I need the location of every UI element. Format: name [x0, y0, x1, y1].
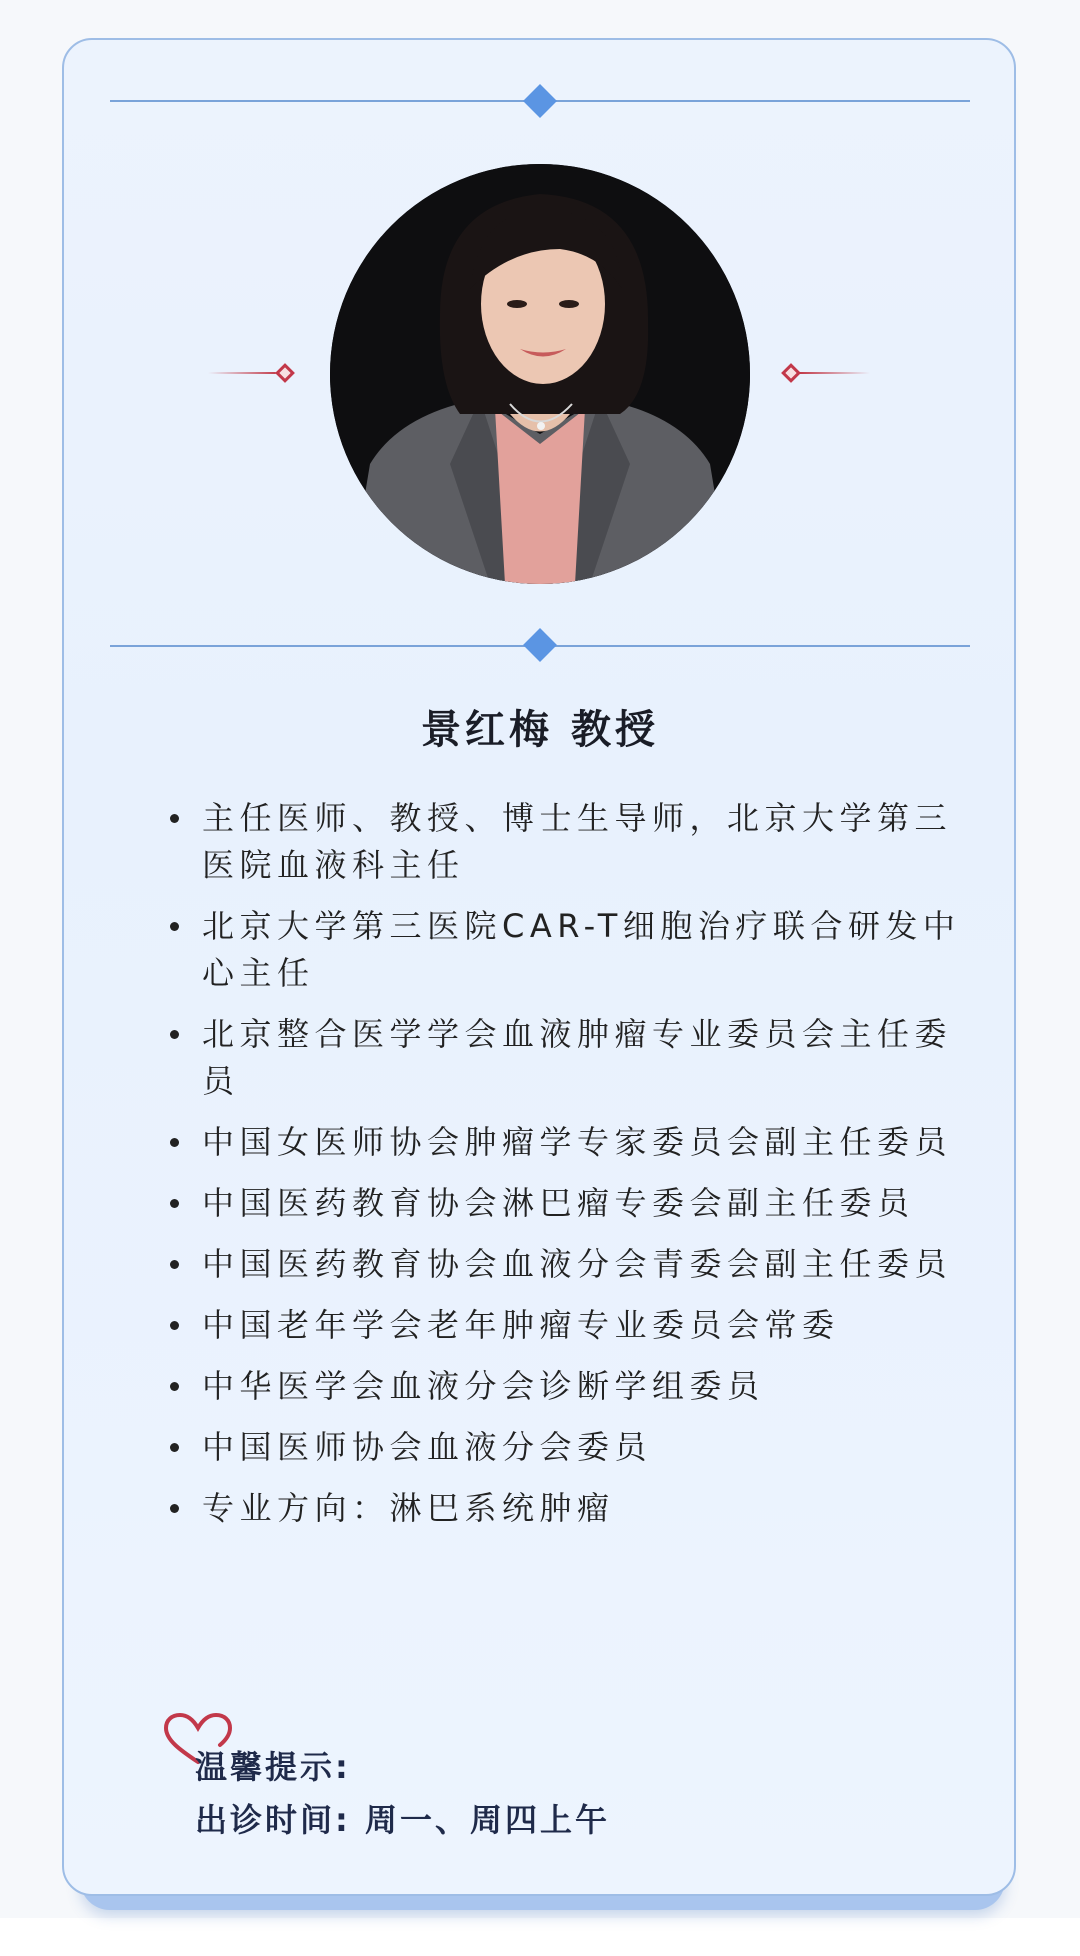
page-bottom-band [0, 1918, 1080, 1956]
list-item-text: 中国医师协会血液分会委员 [202, 1428, 653, 1466]
list-item [165, 1302, 975, 1349]
list-item-text: 中国医药教育协会血液分会青委会副主任委员 [202, 1245, 953, 1283]
list-item-text: 中国医药教育协会淋巴瘤专委会副主任委员 [202, 1184, 915, 1222]
left-ornament-line [208, 372, 278, 374]
list-item-text: 中华医学会血液分会诊断学组委员 [202, 1367, 765, 1405]
list-item [165, 795, 975, 889]
list-item [165, 1424, 975, 1471]
list-item [165, 1011, 975, 1105]
schedule-line [195, 1795, 610, 1841]
bullet-icon [170, 814, 179, 823]
bullet-icon [170, 1382, 179, 1391]
list-item-text: 主任医师、教授、博士生导师，北京大学第三医院血液科主任 [202, 799, 953, 884]
bio-list [165, 795, 975, 1546]
doctor-name: 景红梅 教授 [421, 707, 659, 753]
list-item [165, 1180, 975, 1227]
bullet-icon [170, 1030, 179, 1039]
list-item [165, 1119, 975, 1166]
right-ornament-line [800, 372, 870, 374]
bullet-icon [170, 1199, 179, 1208]
notice-title: 温馨提示: [195, 1748, 351, 1786]
list-item-text: 专业方向：淋巴系统肿瘤 [202, 1489, 615, 1527]
bullet-icon [170, 1321, 179, 1330]
schedule-value: 周一、周四上午 [364, 1801, 610, 1839]
bullet-icon [170, 1138, 179, 1147]
bullet-icon [170, 1260, 179, 1269]
list-item-text: 中国老年学会老年肿瘤专业委员会常委 [202, 1306, 840, 1344]
list-item-text: 中国女医师协会肿瘤学专家委员会副主任委员 [202, 1123, 953, 1161]
list-item-text: 北京大学第三医院CAR-T细胞治疗联合研发中心主任 [202, 907, 961, 992]
list-item-text: 北京整合医学学会血液肿瘤专业委员会主任委员 [202, 1015, 953, 1100]
bullet-icon [170, 1443, 179, 1452]
list-item [165, 1241, 975, 1288]
list-item [165, 903, 975, 997]
schedule-label: 出诊时间: [195, 1801, 351, 1839]
doctor-portrait [330, 164, 750, 584]
bullet-icon [170, 922, 179, 931]
list-item [165, 1485, 975, 1532]
list-item [165, 1363, 975, 1410]
bullet-icon [170, 1504, 179, 1513]
